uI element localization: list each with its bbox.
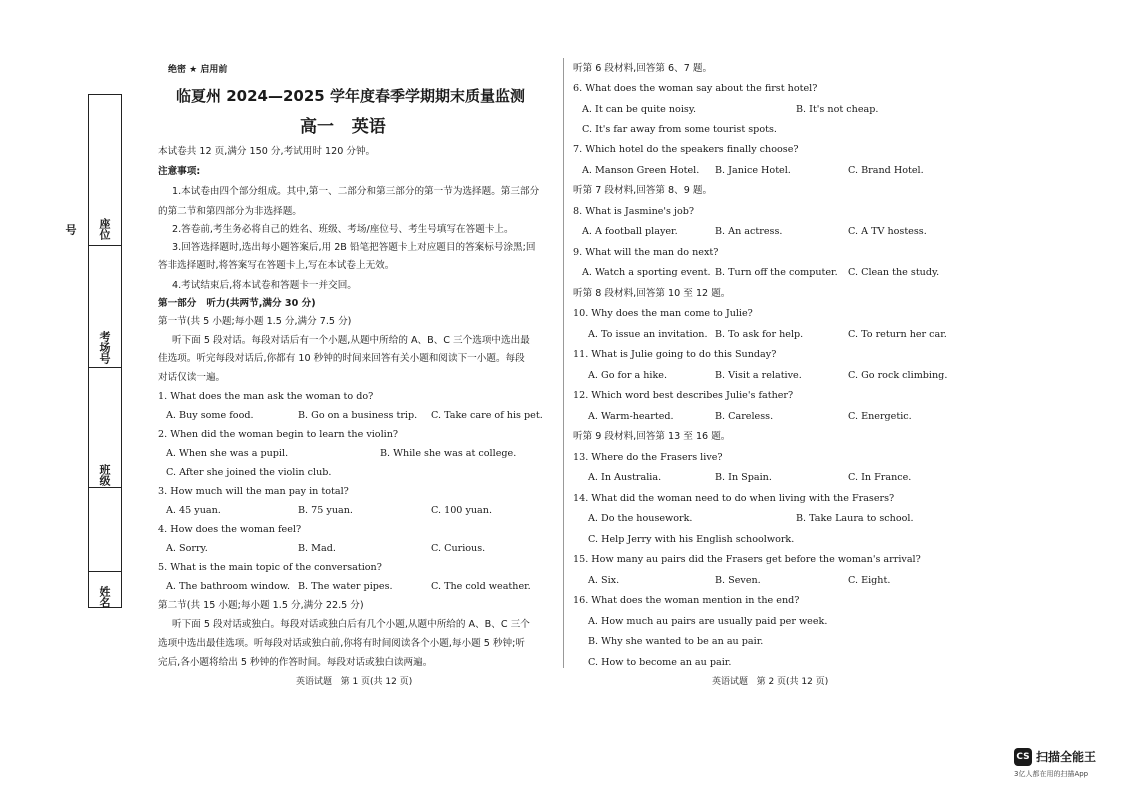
class-label: 班级 [98, 464, 111, 486]
option-c: C. Curious. [431, 543, 486, 554]
name-label: 姓名 [98, 586, 111, 608]
question-stem: 16. What does the woman mention in the end? [573, 595, 800, 606]
option-a: A. When she was a pupil. [166, 448, 289, 459]
question-stem: 12. Which word best describes Julie's father? [573, 390, 794, 401]
question-stem: 7. Which hotel do the speakers finally choose? [573, 144, 799, 155]
seat-number-label: 座位号 [64, 218, 111, 240]
notice-line: 1.本试卷由四个部分组成。其中,第一、二部分和第三部分的第一节为选择题。第三部分 [172, 186, 540, 197]
option-b: B. 75 yuan. [298, 505, 353, 516]
secret-mark: 绝密 ★ 启用前 [168, 65, 228, 75]
option-b: B. Go on a business trip. [298, 410, 418, 421]
question-stem: 6. What does the woman say about the first hotel? [573, 83, 818, 94]
option-a: A. It can be quite noisy. [582, 104, 697, 115]
option-b: B. Take Laura to school. [796, 513, 914, 524]
option-c: C. Eight. [848, 575, 891, 586]
material-heading: 听第 9 段材料,回答第 13 至 16 题。 [573, 431, 731, 442]
question-stem: 11. What is Julie going to do this Sunday? [573, 349, 777, 360]
page-divider [563, 58, 564, 668]
option-b: B. While she was at college. [380, 448, 517, 459]
option-a: A. Go for a hike. [588, 370, 668, 381]
option-c: C. In France. [848, 472, 912, 483]
option-a: A. Buy some food. [166, 410, 254, 421]
material-heading: 听第 6 段材料,回答第 6、7 题。 [573, 63, 713, 74]
option-a: A. Sorry. [166, 543, 208, 554]
option-b: B. Why she wanted to be an au pair. [588, 636, 764, 647]
question-stem: 13. Where do the Frasers live? [573, 452, 723, 463]
option-b: B. To ask for help. [715, 329, 804, 340]
option-b: B. Careless. [715, 411, 774, 422]
option-b: B. In Spain. [715, 472, 772, 483]
section2-directions: 听下面 5 段对话或独白。每段对话或独白后有几个小题,从题中所给的 A、B、C 三个 [172, 619, 530, 630]
strip-divider [89, 487, 121, 488]
strip-divider [89, 571, 121, 572]
option-a: A. Watch a sporting event. [582, 267, 711, 278]
strip-divider [89, 245, 121, 246]
option-c: C. Help Jerry with his English schoolwork. [588, 534, 795, 545]
section2-heading: 第二节(共 15 小题;每小题 1.5 分,满分 22.5 分) [158, 600, 364, 611]
notice-line: 2.答卷前,考生务必将自己的姓名、班级、考场/座位号、考生号填写在答题卡上。 [172, 224, 514, 235]
page-footer: 英语试题 第 2 页(共 12 页) [712, 677, 829, 687]
exam-room-label: 考场号 [98, 330, 111, 364]
question-stem: 10. Why does the man come to Julie? [573, 308, 753, 319]
section1-directions: 对话仅读一遍。 [158, 372, 226, 383]
watermark-name: 扫描全能王 [1036, 750, 1097, 764]
question-stem: 1. What does the man ask the woman to do? [158, 391, 374, 402]
option-b: B. Turn off the computer. [715, 267, 838, 278]
question-stem: 15. How many au pairs did the Frasers get before the woman's arrival? [573, 554, 921, 565]
question-stem: 14. What did the woman need to do when living with the Frasers? [573, 493, 895, 504]
part1-heading: 第一部分 听力(共两节,满分 30 分) [158, 298, 316, 309]
section2-directions: 完后,各小题将给出 5 秒钟的作答时间。每段对话或独白读两遍。 [158, 657, 433, 668]
section1-directions: 听下面 5 段对话。每段对话后有一个小题,从题中所给的 A、B、C 三个选项中选出最 [172, 335, 530, 346]
section1-heading: 第一节(共 5 小题;每小题 1.5 分,满分 7.5 分) [158, 316, 352, 327]
notice-line: 的第二节和第四部分为非选择题。 [158, 206, 302, 217]
option-a: A. Warm-hearted. [588, 411, 674, 422]
option-a: A. How much au pairs are usually paid per week. [588, 616, 828, 627]
camscanner-logo: CS [1014, 748, 1032, 766]
option-a: A. To issue an invitation. [588, 329, 708, 340]
strip-divider [89, 367, 121, 368]
option-c: C. The cold weather. [431, 581, 531, 592]
option-c: C. Clean the study. [848, 267, 940, 278]
question-stem: 2. When did the woman begin to learn the violin? [158, 429, 399, 440]
option-b: B. An actress. [715, 226, 783, 237]
option-a: A. The bathroom window. [166, 581, 291, 592]
exam-title: 临夏州 2024—2025 学年度春季学期期末质量监测 [176, 87, 525, 105]
binding-strip [64, 94, 122, 608]
option-c: C. Energetic. [848, 411, 912, 422]
option-a: A. Manson Green Hotel. [582, 165, 700, 176]
option-c: C. Brand Hotel. [848, 165, 924, 176]
option-a: A. Do the housework. [588, 513, 693, 524]
notice-line: 4.考试结束后,将本试卷和答题卡一并交回。 [172, 280, 357, 291]
option-a: A. In Australia. [588, 472, 662, 483]
notice-line: 答非选择题时,将答案写在答题卡上,写在本试卷上无效。 [158, 260, 395, 271]
option-c: C. Take care of his pet. [431, 410, 543, 421]
question-stem: 9. What will the man do next? [573, 247, 719, 258]
option-c: C. It's far away from some tourist spots. [582, 124, 777, 135]
section1-directions: 佳选项。听完每段对话后,你都有 10 秒钟的时间来回答有关小题和阅读下一小题。每段 [158, 353, 525, 364]
question-stem: 3. How much will the man pay in total? [158, 486, 349, 497]
page-footer: 英语试题 第 1 页(共 12 页) [296, 677, 413, 687]
option-c: C. Go rock climbing. [848, 370, 948, 381]
notice-title: 注意事项: [158, 166, 201, 177]
option-a: A. A football player. [582, 226, 678, 237]
option-b: B. Seven. [715, 575, 761, 586]
subject-title: 高一 英语 [300, 117, 386, 137]
option-b: B. Visit a relative. [715, 370, 802, 381]
option-c: C. How to become an au pair. [588, 657, 732, 668]
option-b: B. Mad. [298, 543, 336, 554]
question-stem: 5. What is the main topic of the conversation? [158, 562, 382, 573]
question-stem: 4. How does the woman feel? [158, 524, 302, 535]
option-c: C. To return her car. [848, 329, 947, 340]
intro-line: 本试卷共 12 页,满分 150 分,考试用时 120 分钟。 [158, 146, 376, 157]
option-b: B. It's not cheap. [796, 104, 879, 115]
material-heading: 听第 8 段材料,回答第 10 至 12 题。 [573, 288, 731, 299]
option-c: C. A TV hostess. [848, 226, 927, 237]
question-stem: 8. What is Jasmine's job? [573, 206, 695, 217]
option-b: B. The water pipes. [298, 581, 393, 592]
notice-line: 3.回答选择题时,选出每小题答案后,用 2B 铅笔把答题卡上对应题目的答案标号涂黑;回 [172, 242, 536, 253]
option-b: B. Janice Hotel. [715, 165, 791, 176]
section2-directions: 选项中选出最佳选项。听每段对话或独白前,你将有时间阅读各个小题,每小题 5 秒钟;听 [158, 638, 525, 649]
option-c: C. 100 yuan. [431, 505, 493, 516]
watermark-tagline: 3亿人都在用的扫描App [1014, 770, 1089, 778]
option-a: A. 45 yuan. [166, 505, 221, 516]
option-c: C. After she joined the violin club. [166, 467, 332, 478]
material-heading: 听第 7 段材料,回答第 8、9 题。 [573, 185, 713, 196]
option-a: A. Six. [588, 575, 620, 586]
